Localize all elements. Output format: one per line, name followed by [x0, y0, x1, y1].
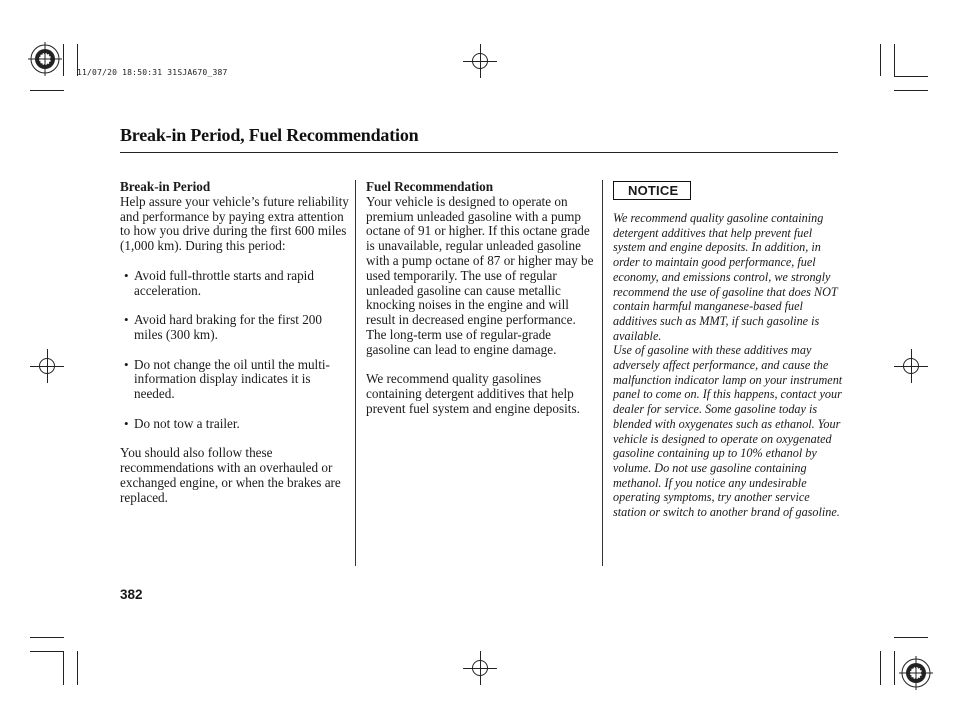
- print-stamp: 11/07/20 18:50:31 31SJA670_387: [77, 68, 228, 77]
- section-heading: Break-in Period: [120, 179, 211, 194]
- column-divider: [602, 180, 603, 566]
- bullet-list: [120, 269, 352, 432]
- page-number: 382: [120, 587, 143, 602]
- registration-crosshair-icon: [463, 651, 497, 685]
- fuel-paragraph: We recommend quality gasolines containing detergent additives that help prevent fuel system and engine deposits.: [366, 371, 580, 416]
- page-title: Break-in Period, Fuel Recommendation: [120, 125, 419, 145]
- notice-paragraph: Use of gasoline with these additives may adversely affect performance, and cause the malfunction indicator lamp on your instrument panel to come on. If this happens, contact your dealer for service. Some gasoline today is blended with oxygenates such as ethanol. Your vehicle is designed to operate on oxygenated gasoline containing up to 10% ethanol by volume. Do not use gasoline containing methanol. If you notice any undesirable operating symptoms, try another service station or switch to another brand of gasoline.: [613, 343, 843, 520]
- column-divider: [355, 180, 356, 566]
- registration-crosshair-icon: [30, 349, 64, 383]
- list-item: • Do not tow a trailer.: [124, 415, 240, 431]
- fuel-column: [366, 180, 598, 417]
- bullet-icon: •: [124, 356, 129, 372]
- section-heading: Fuel Recommendation: [366, 179, 494, 194]
- registration-crosshair-icon: [894, 349, 928, 383]
- registration-rosette-icon: [899, 656, 933, 690]
- list-item: • Do not change the oil until the multi-information display indicates it is needed.: [124, 356, 330, 402]
- bullet-icon: •: [124, 415, 129, 431]
- break-in-column: [120, 180, 352, 506]
- registration-crosshair-icon: [463, 44, 497, 78]
- bullet-icon: •: [124, 312, 129, 328]
- notice-paragraph: We recommend quality gasoline containing detergent additives that help prevent fuel system and engine deposits. In addition, in order to maintain good performance, fuel economy, and emissions control, we strongly recommend the use of gasoline that does NOT contain harmful manganese-based fuel additives such as MMT, if such gasoline is available.: [613, 211, 838, 343]
- bullet-icon: •: [124, 267, 129, 283]
- list-item: • Avoid hard braking for the first 200 miles (300 km).: [124, 312, 322, 342]
- notice-column: [613, 180, 845, 520]
- intro-paragraph: Help assure your vehicle’s future reliability and performance by paying extra attention to how you drive during the first 600 miles (1,000 km). During this period:: [120, 193, 349, 254]
- notice-label: NOTICE: [613, 181, 691, 200]
- closing-paragraph: You should also follow these recommendations with an overhauled or exchanged engine, or when the brakes are replaced.: [120, 445, 341, 505]
- registration-rosette-icon: [28, 42, 62, 76]
- fuel-paragraph: Your vehicle is designed to operate on premium unleaded gasoline with a pump octane of 91 or higher. If this octane grade is unavailable, regular unleaded gasoline with a pump octane of 87 or higher may be used temporarily. The use of regular unleaded gasoline can cause metallic knocking noises in the engine and will result in decreased engine performance. The long-term use of regular-grade gasoline can lead to engine damage.: [366, 193, 594, 357]
- list-item: • Avoid full-throttle starts and rapid acceleration.: [124, 267, 314, 298]
- title-divider: [120, 152, 838, 153]
